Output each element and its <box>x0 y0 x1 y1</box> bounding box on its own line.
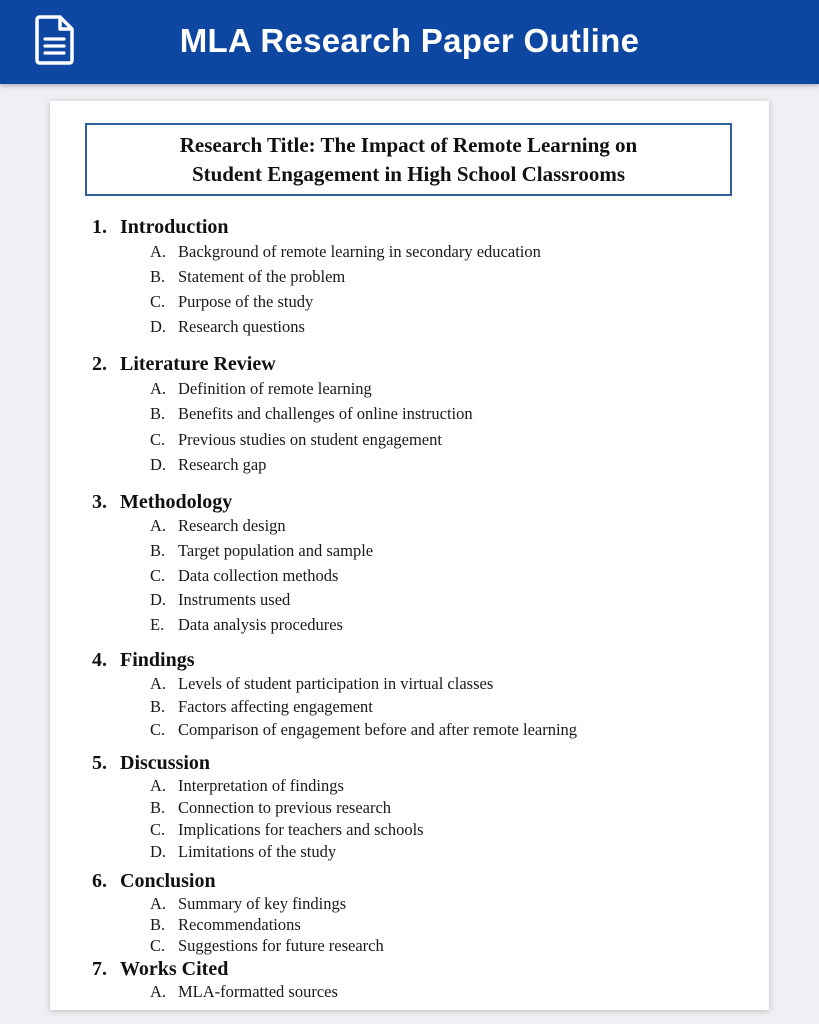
item-letter: D. <box>150 590 167 610</box>
item-text: Instruments used <box>178 590 291 610</box>
item-letter: B. <box>150 798 166 817</box>
item-text: Connection to previous research <box>178 798 392 817</box>
item-text: Previous studies on student engagement <box>178 429 442 449</box>
item-letter: C. <box>150 720 166 739</box>
item-text: Summary of key findings <box>178 894 347 913</box>
item-letter: A. <box>150 674 167 693</box>
item-letter: B. <box>150 404 166 424</box>
item-letter: A. <box>150 894 167 913</box>
item-text: Data collection methods <box>178 565 339 585</box>
item-letter: D. <box>150 842 167 861</box>
section-label: Introduction <box>120 216 229 238</box>
item-letter: B. <box>150 267 166 286</box>
item-text: Comparison of engagement before and after remote learning <box>178 720 578 739</box>
page-title: MLA Research Paper Outline <box>179 22 640 59</box>
item-text: Limitations of the study <box>178 842 337 861</box>
item-letter: A. <box>150 982 167 1001</box>
section-label: Methodology <box>120 491 233 513</box>
item-letter: C. <box>150 292 166 311</box>
section-label: Literature Review <box>120 353 276 375</box>
section-number: 2. <box>92 353 107 375</box>
item-letter: B. <box>150 915 166 934</box>
item-text: Definition of remote learning <box>178 379 372 398</box>
item-letter: D. <box>150 454 167 474</box>
item-letter: A. <box>150 379 167 398</box>
item-letter: C. <box>150 565 166 585</box>
app-header <box>0 0 819 84</box>
research-title-line-2: Student Engagement in High School Classrooms <box>191 161 626 186</box>
item-letter: C. <box>150 429 166 449</box>
item-letter: E. <box>150 615 165 635</box>
item-text: Purpose of the study <box>178 292 314 311</box>
item-text: Suggestions for future research <box>178 936 384 955</box>
item-text: Factors affecting engagement <box>178 697 373 716</box>
section-label: Conclusion <box>120 870 216 892</box>
item-letter: C. <box>150 820 166 839</box>
item-letter: C. <box>150 936 166 955</box>
item-text: Research questions <box>178 317 305 336</box>
item-letter: B. <box>150 697 166 716</box>
section-label: Discussion <box>120 752 211 774</box>
item-text: Target population and sample <box>178 540 374 560</box>
section-number: 1. <box>92 216 107 238</box>
section-number: 6. <box>92 870 107 892</box>
item-text: Background of remote learning in secondary education <box>178 242 541 261</box>
research-title-box <box>85 123 732 196</box>
item-text: Research design <box>178 516 286 535</box>
section-number: 7. <box>92 958 107 980</box>
item-letter: A. <box>150 776 167 795</box>
item-text: Interpretation of findings <box>178 776 344 795</box>
item-letter: B. <box>150 540 166 560</box>
item-letter: A. <box>150 242 167 261</box>
item-text: Statement of the problem <box>178 267 346 286</box>
item-text: Implications for teachers and schools <box>178 820 424 839</box>
section-number: 3. <box>92 491 107 513</box>
item-letter: D. <box>150 317 167 336</box>
item-text: Data analysis procedures <box>178 615 343 635</box>
section-label: Findings <box>120 649 195 671</box>
item-letter: A. <box>150 516 167 535</box>
section-label: Works Cited <box>120 958 229 980</box>
item-text: Research gap <box>178 454 267 474</box>
item-text: Recommendations <box>178 915 301 934</box>
section-number: 5. <box>92 752 107 774</box>
research-title-line-1: Research Title: The Impact of Remote Learning on <box>179 132 638 157</box>
item-text: MLA-formatted sources <box>178 982 338 1001</box>
item-text: Benefits and challenges of online instruction <box>178 404 473 424</box>
outline-document <box>50 101 769 1010</box>
section-number: 4. <box>92 649 107 671</box>
item-text: Levels of student participation in virtual classes <box>178 674 494 693</box>
